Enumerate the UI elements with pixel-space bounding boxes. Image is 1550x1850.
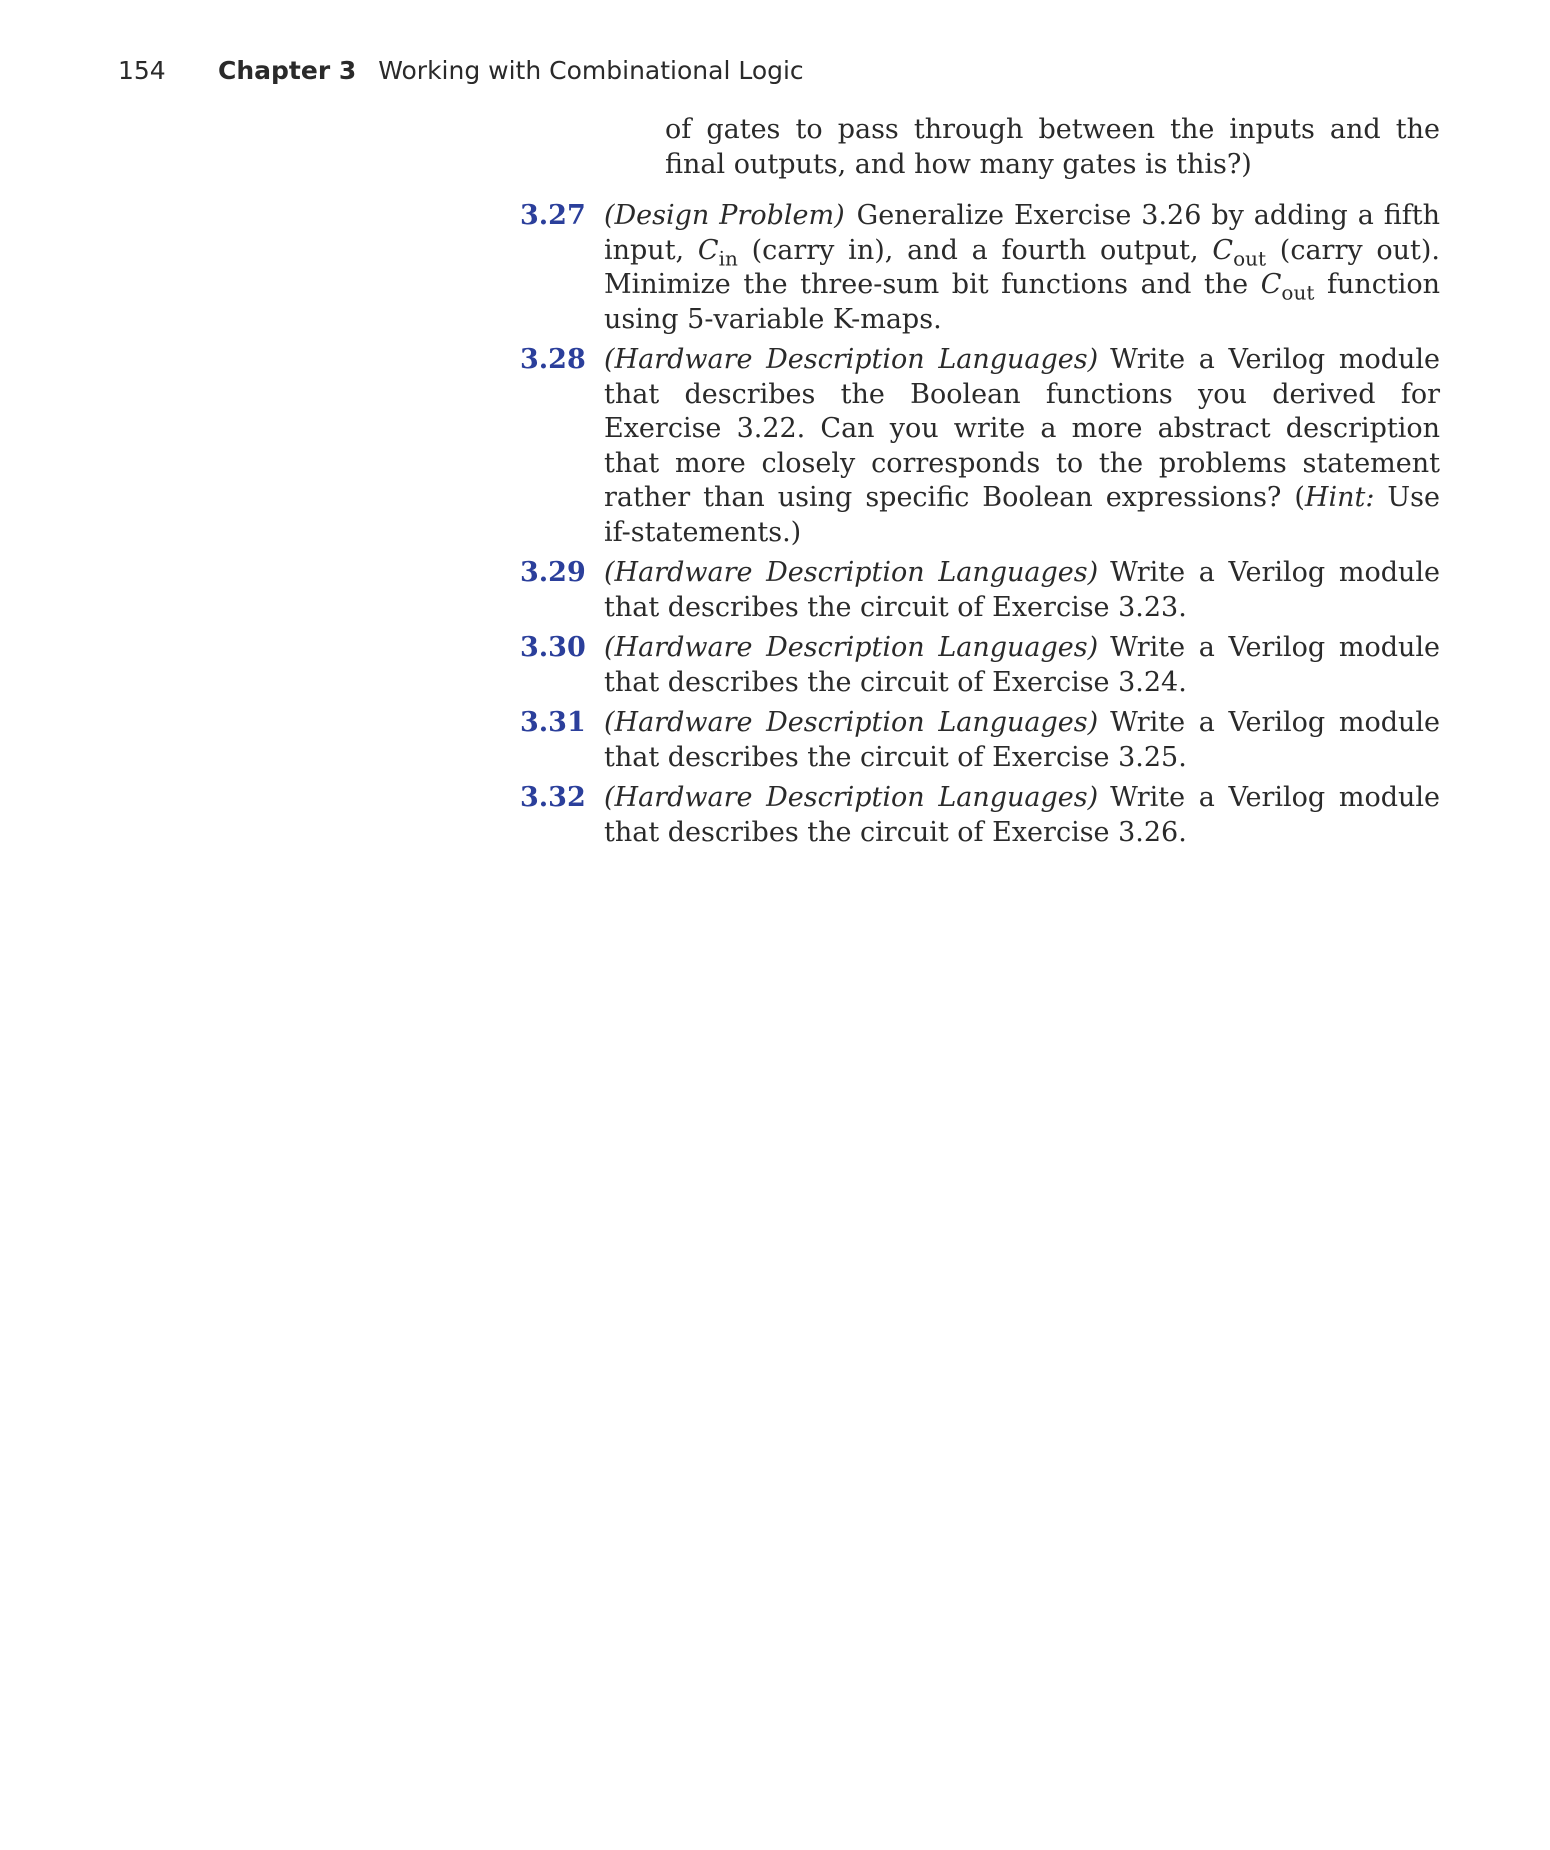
exercise-list	[520, 113, 1440, 856]
variable-c: C	[697, 234, 719, 266]
exercise-3-27	[520, 199, 1440, 337]
exercise-body: (Hardware Description Languages) Write a Verilog module that describes the circuit of Exercise 3.26.	[604, 782, 1440, 848]
exercise-3-29	[520, 556, 1440, 625]
exercise-3-31	[520, 706, 1440, 775]
exercise-3-32	[520, 781, 1440, 850]
continuation-text: of gates to pass through between the inputs and the final outputs, and how many gates is this?)	[665, 114, 1440, 180]
exercise-body: (Hardware Description Languages) Write a Verilog module that describes the circuit of Exercise 3.24.	[604, 632, 1440, 698]
chapter-label: Chapter 3	[218, 56, 357, 85]
exercise-number: 3.29	[520, 557, 586, 588]
exercise-category: (Hardware Description Languages)	[604, 344, 1099, 375]
exercise-number: 3.30	[520, 632, 586, 663]
exercise-body: (Hardware Description Languages) Write a Verilog module that describes the Boolean functions you derived for Exercise 3.22. Can you write a more abstract description that more closely corresponds to the problems statement rather than using specific Boolean expressions? (Hint: Use if-statements.)	[604, 344, 1441, 548]
exercise-category: (Hardware Description Languages)	[604, 782, 1099, 813]
exercise-number: 3.32	[520, 782, 586, 813]
running-header	[118, 56, 804, 85]
exercise-body: (Hardware Description Languages) Write a Verilog module that describes the circuit of Exercise 3.25.	[604, 707, 1440, 773]
exercise-category: (Hardware Description Languages)	[604, 707, 1099, 738]
exercise-category: (Hardware Description Languages)	[604, 632, 1099, 663]
exercise-number: 3.31	[520, 707, 586, 738]
exercise-body: (Design Problem) Generalize Exercise 3.26 by adding a fifth input, $C_{in}$ (carry in), and a fourth output, $C_{out}$ (carry out). Minimize the three-sum bit functions and the $C_{out}$ function using 5-variable K-maps.	[604, 200, 1440, 335]
exercise-category: (Design Problem)	[604, 200, 845, 231]
chapter-title: Working with Combinational Logic	[378, 56, 804, 85]
exercise-3-30	[520, 631, 1440, 700]
page-number: 154	[118, 56, 166, 85]
exercise-body: (Hardware Description Languages) Write a Verilog module that describes the circuit of Exercise 3.23.	[604, 557, 1440, 623]
exercise-category: (Hardware Description Languages)	[604, 557, 1099, 588]
exercise-number: 3.27	[520, 200, 586, 231]
variable-c: C	[1260, 269, 1282, 300]
exercise-3-28	[520, 343, 1440, 550]
hint-label: Hint:	[1304, 482, 1375, 513]
variable-c: C	[1212, 234, 1234, 266]
exercise-number: 3.28	[520, 344, 586, 375]
